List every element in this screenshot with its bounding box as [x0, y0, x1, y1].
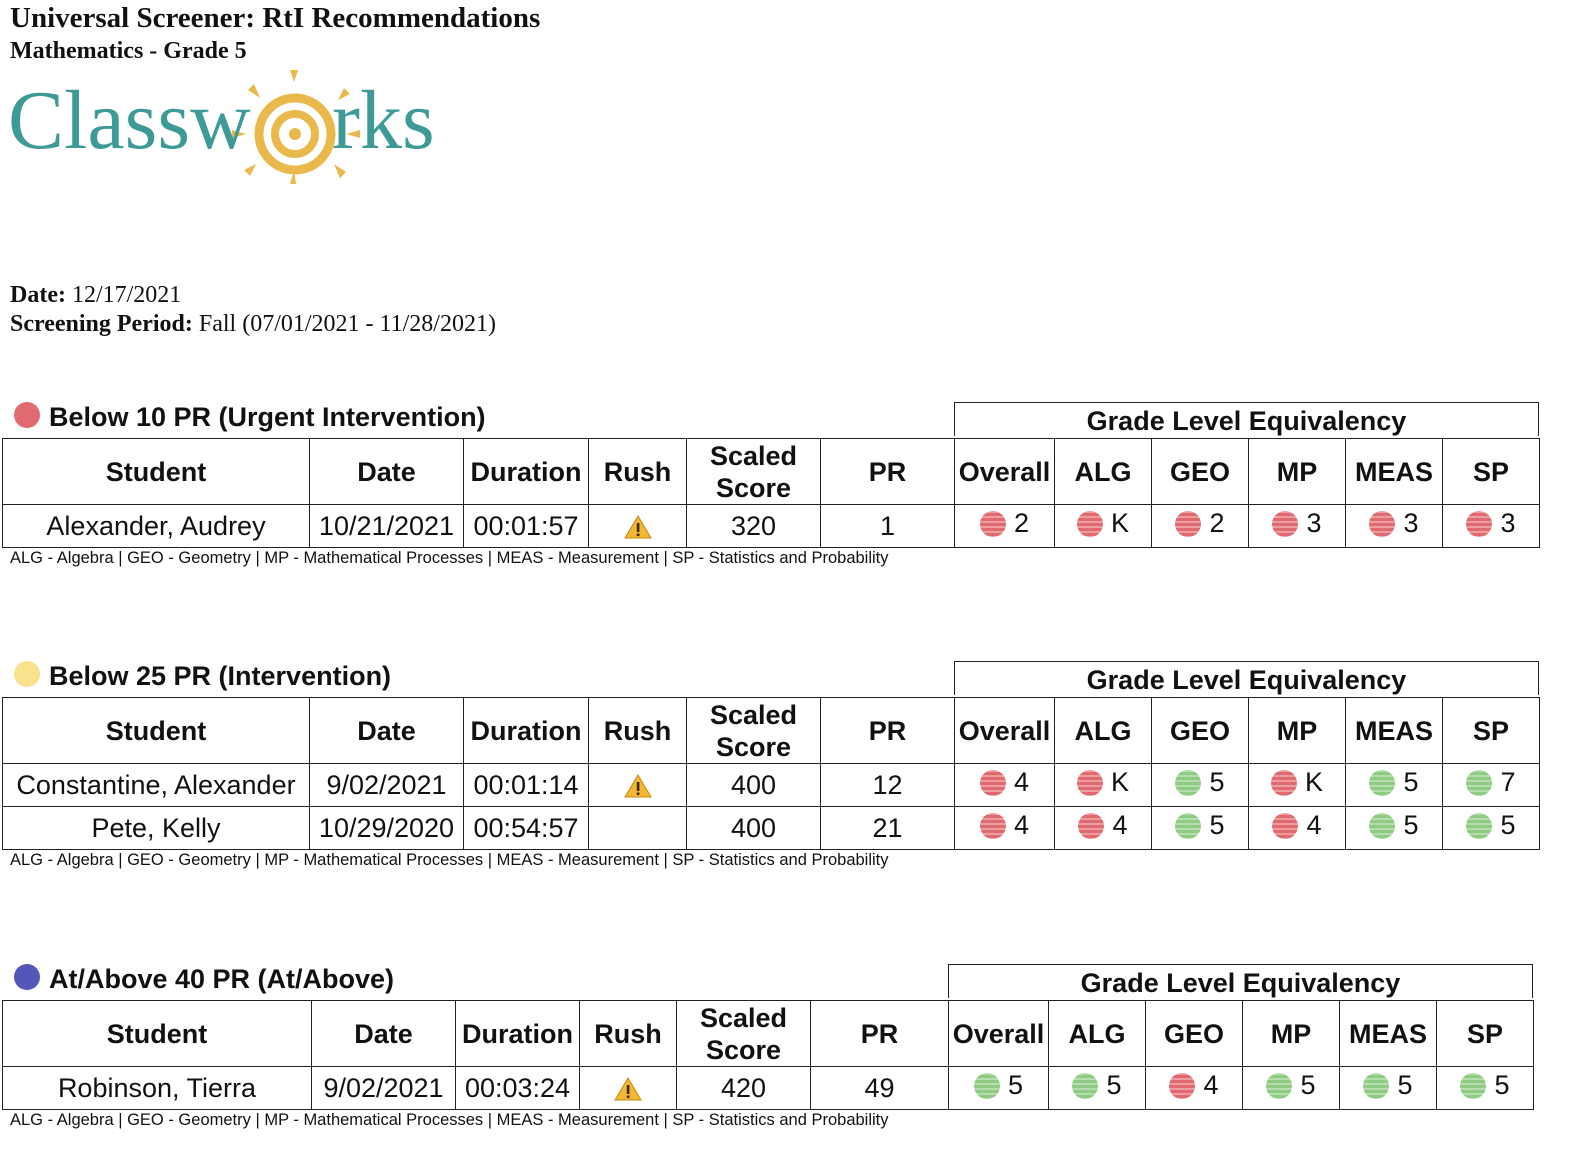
column-header-meas: MEAS	[1346, 439, 1443, 505]
report-date: Date: 12/17/2021	[10, 282, 182, 308]
column-header-duration: Duration	[464, 439, 589, 505]
level-value: 4	[1112, 810, 1128, 841]
red-level-dot-icon	[980, 511, 1006, 537]
column-header-duration: Duration	[456, 1001, 580, 1067]
level-value: K	[1304, 767, 1323, 798]
column-header-student: Student	[3, 698, 310, 764]
column-header-geo: GEO	[1152, 698, 1249, 764]
column-header-mp: MP	[1249, 698, 1346, 764]
rush-cell	[589, 807, 687, 850]
student-cell: Pete, Kelly	[3, 807, 310, 850]
red-level-dot-icon	[980, 770, 1006, 796]
overall-level-cell	[955, 807, 1055, 850]
red-status-dot-icon	[14, 402, 40, 428]
level-value: 5	[1397, 1070, 1413, 1101]
level-value: 5	[1403, 767, 1419, 798]
duration-cell: 00:54:57	[464, 807, 589, 850]
level-value: 5	[1500, 810, 1516, 841]
green-level-dot-icon	[1072, 1073, 1098, 1099]
alg-level-cell	[1049, 1067, 1146, 1110]
column-header-pr: PR	[821, 439, 955, 505]
meas-level-cell	[1340, 1067, 1437, 1110]
pr-cell: 21	[821, 807, 955, 850]
section-label: At/Above 40 PR (At/Above)	[49, 964, 395, 994]
column-header-overall: Overall	[955, 439, 1055, 505]
geo-level-cell	[1152, 807, 1249, 850]
level-value: 2	[1013, 508, 1030, 539]
level-value: 5	[1403, 810, 1419, 841]
abbreviation-legend: ALG - Algebra | GEO - Geometry | MP - Mathematical Processes | MEAS - Measurement | SP - Statistics and Probability	[10, 1111, 889, 1129]
red-level-dot-icon	[1077, 770, 1103, 796]
red-level-dot-icon	[980, 813, 1006, 839]
rush-cell	[580, 1067, 677, 1110]
student-cell: Alexander, Audrey	[3, 505, 310, 548]
level-value: 5	[1007, 1070, 1024, 1101]
red-level-dot-icon	[1175, 511, 1201, 537]
green-level-dot-icon	[1266, 1073, 1292, 1099]
scaled-score-cell: 400	[687, 807, 821, 850]
mp-level-cell	[1249, 807, 1346, 850]
column-header-geo: GEO	[1152, 439, 1249, 505]
report-subtitle: Mathematics - Grade 5	[10, 38, 247, 64]
level-value: 3	[1500, 508, 1516, 539]
meas-level-cell	[1346, 505, 1443, 548]
section-2	[0, 657, 1592, 870]
scaled-score-cell: 420	[677, 1067, 811, 1110]
sp-level-cell	[1437, 1067, 1534, 1110]
column-header-rush: Rush	[589, 698, 687, 764]
classworks-logo	[6, 66, 446, 186]
red-level-dot-icon	[1466, 511, 1492, 537]
svg-text:rks: rks	[332, 74, 435, 167]
grade-level-equivalency-header: Grade Level Equivalency	[954, 402, 1539, 436]
column-header-mp: MP	[1243, 1001, 1340, 1067]
level-value: 4	[1013, 810, 1030, 841]
column-header-pr: PR	[811, 1001, 949, 1067]
duration-cell: 00:03:24	[456, 1067, 580, 1110]
scaled-score-cell: 400	[687, 764, 821, 807]
column-header-date: Date	[310, 698, 464, 764]
date-cell: 10/21/2021	[310, 505, 464, 548]
column-header-rush: Rush	[589, 439, 687, 505]
date-cell: 9/02/2021	[310, 764, 464, 807]
green-level-dot-icon	[1363, 1073, 1389, 1099]
column-header-scaled-score: Scaled Score	[687, 698, 821, 764]
yellow-status-dot-icon	[14, 661, 40, 687]
student-cell: Constantine, Alexander	[3, 764, 310, 807]
pr-cell: 49	[811, 1067, 949, 1110]
red-level-dot-icon	[1078, 813, 1104, 839]
overall-level-cell	[955, 764, 1055, 807]
alg-level-cell	[1055, 807, 1152, 850]
red-level-dot-icon	[1077, 511, 1103, 537]
geo-level-cell	[1152, 505, 1249, 548]
column-header-student: Student	[3, 439, 310, 505]
sp-level-cell	[1443, 764, 1540, 807]
green-level-dot-icon	[1175, 813, 1201, 839]
date-cell: 9/02/2021	[312, 1067, 456, 1110]
table-row	[3, 807, 1540, 850]
column-header-alg: ALG	[1055, 698, 1152, 764]
column-header-rush: Rush	[580, 1001, 677, 1067]
table-row	[3, 764, 1540, 807]
column-header-meas: MEAS	[1346, 698, 1443, 764]
svg-text:Classw: Classw	[8, 74, 251, 167]
green-level-dot-icon	[1466, 813, 1492, 839]
red-level-dot-icon	[1271, 770, 1297, 796]
sp-level-cell	[1443, 807, 1540, 850]
column-header-alg: ALG	[1049, 1001, 1146, 1067]
results-table	[2, 438, 1540, 548]
level-value: 5	[1494, 1070, 1510, 1101]
meas-level-cell	[1346, 764, 1443, 807]
table-row	[3, 505, 1540, 548]
rush-warning-icon	[614, 1077, 642, 1101]
level-value: 5	[1209, 767, 1225, 798]
pr-cell: 12	[821, 764, 955, 807]
geo-level-cell	[1152, 764, 1249, 807]
geo-level-cell	[1146, 1067, 1243, 1110]
mp-level-cell	[1249, 505, 1346, 548]
level-value: 3	[1403, 508, 1419, 539]
red-level-dot-icon	[1369, 511, 1395, 537]
alg-level-cell	[1055, 505, 1152, 548]
column-header-sp: SP	[1443, 698, 1540, 764]
column-header-scaled-score: Scaled Score	[677, 1001, 811, 1067]
green-level-dot-icon	[1460, 1073, 1486, 1099]
screening-period-value: Fall (07/01/2021 - 11/28/2021)	[198, 311, 496, 337]
column-header-meas: MEAS	[1340, 1001, 1437, 1067]
section-label: Below 25 PR (Intervention)	[49, 661, 392, 691]
duration-cell: 00:01:57	[464, 505, 589, 548]
table-row	[3, 1067, 1534, 1110]
scaled-score-cell: 320	[687, 505, 821, 548]
overall-level-cell	[955, 505, 1055, 548]
red-level-dot-icon	[1272, 511, 1298, 537]
level-value: 4	[1203, 1070, 1219, 1101]
date-cell: 10/29/2020	[310, 807, 464, 850]
green-level-dot-icon	[1175, 770, 1201, 796]
results-table	[2, 697, 1540, 850]
rush-warning-icon	[624, 515, 652, 539]
blue-status-dot-icon	[14, 964, 40, 990]
screening-period: Screening Period: Fall (07/01/2021 - 11/28/2021)	[10, 311, 496, 337]
grade-level-equivalency-header: Grade Level Equivalency	[954, 661, 1539, 695]
red-level-dot-icon	[1272, 813, 1298, 839]
rush-cell	[589, 505, 687, 548]
column-header-duration: Duration	[464, 698, 589, 764]
duration-cell: 00:01:14	[464, 764, 589, 807]
level-value: K	[1110, 767, 1129, 798]
column-header-date: Date	[312, 1001, 456, 1067]
mp-level-cell	[1249, 764, 1346, 807]
green-level-dot-icon	[974, 1073, 1000, 1099]
column-header-overall: Overall	[949, 1001, 1049, 1067]
report-title: Universal Screener: RtI Recommendations	[10, 2, 541, 34]
level-value: 3	[1306, 508, 1322, 539]
section-1	[0, 398, 1592, 568]
level-value: 5	[1300, 1070, 1316, 1101]
abbreviation-legend: ALG - Algebra | GEO - Geometry | MP - Mathematical Processes | MEAS - Measurement | SP - Statistics and Probability	[10, 851, 889, 869]
column-header-date: Date	[310, 439, 464, 505]
rush-warning-icon	[624, 774, 652, 798]
level-value: 2	[1209, 508, 1225, 539]
sp-level-cell	[1443, 505, 1540, 548]
column-header-sp: SP	[1443, 439, 1540, 505]
column-header-geo: GEO	[1146, 1001, 1243, 1067]
level-value: 7	[1500, 767, 1516, 798]
overall-level-cell	[949, 1067, 1049, 1110]
level-value: 5	[1106, 1070, 1122, 1101]
level-value: 5	[1209, 810, 1225, 841]
alg-level-cell	[1055, 764, 1152, 807]
rush-cell	[589, 764, 687, 807]
column-header-mp: MP	[1249, 439, 1346, 505]
report-date-value: 12/17/2021	[71, 282, 182, 308]
section-3	[0, 960, 1592, 1130]
red-level-dot-icon	[1169, 1073, 1195, 1099]
column-header-alg: ALG	[1055, 439, 1152, 505]
column-header-sp: SP	[1437, 1001, 1534, 1067]
results-table	[2, 1000, 1534, 1110]
column-header-student: Student	[3, 1001, 312, 1067]
level-value: 4	[1306, 810, 1322, 841]
green-level-dot-icon	[1369, 770, 1395, 796]
pr-cell: 1	[821, 505, 955, 548]
level-value: K	[1110, 508, 1129, 539]
column-header-overall: Overall	[955, 698, 1055, 764]
column-header-pr: PR	[821, 698, 955, 764]
section-label: Below 10 PR (Urgent Intervention)	[49, 402, 486, 432]
green-level-dot-icon	[1466, 770, 1492, 796]
mp-level-cell	[1243, 1067, 1340, 1110]
abbreviation-legend: ALG - Algebra | GEO - Geometry | MP - Mathematical Processes | MEAS - Measurement | SP - Statistics and Probability	[10, 549, 889, 567]
column-header-scaled-score: Scaled Score	[687, 439, 821, 505]
grade-level-equivalency-header: Grade Level Equivalency	[948, 964, 1533, 998]
green-level-dot-icon	[1369, 813, 1395, 839]
level-value: 4	[1013, 767, 1030, 798]
student-cell: Robinson, Tierra	[3, 1067, 312, 1110]
meas-level-cell	[1346, 807, 1443, 850]
